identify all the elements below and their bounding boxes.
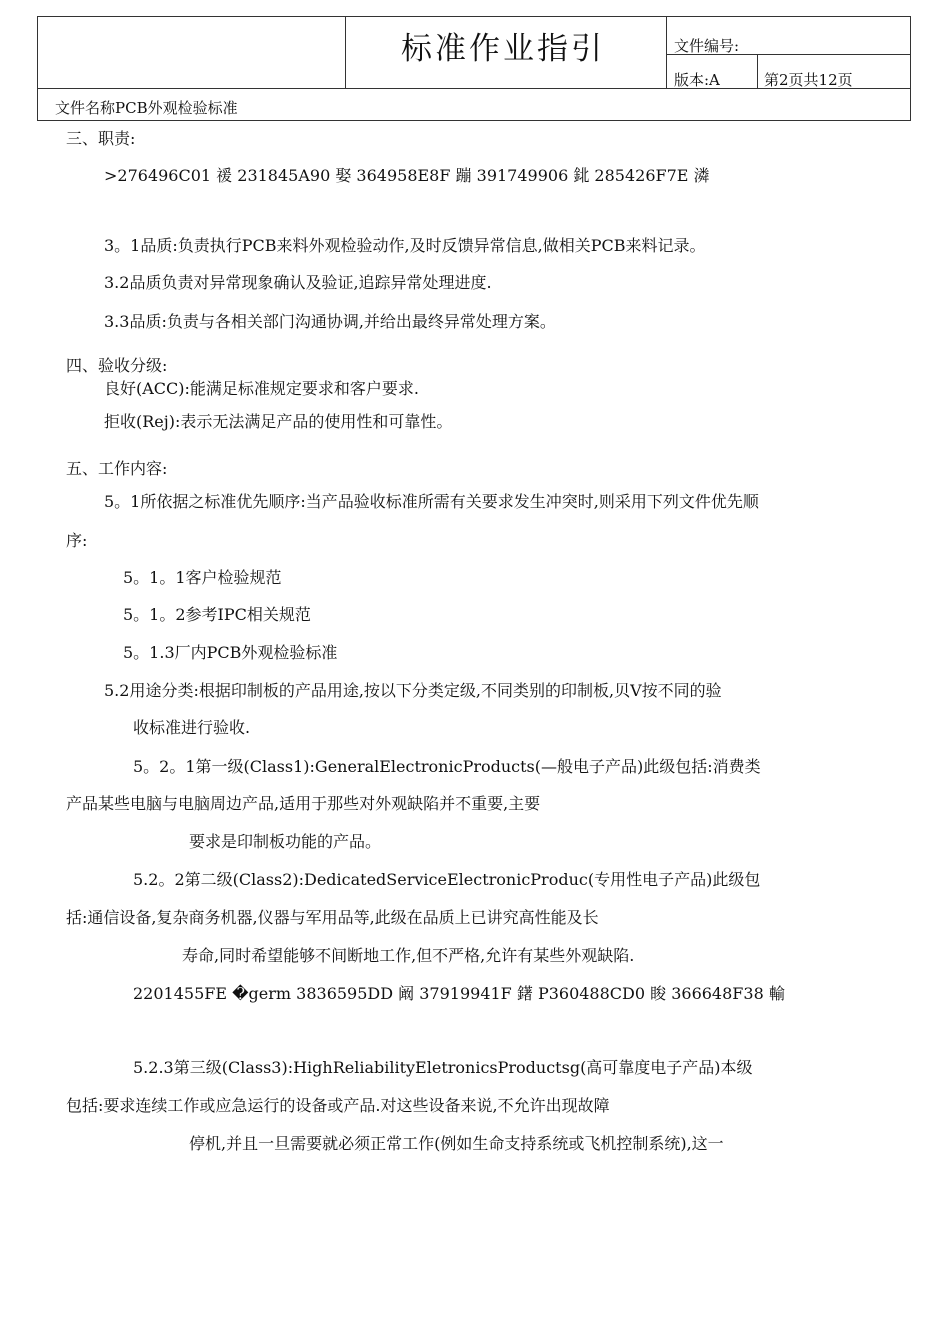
body-paragraph: 序: [66, 531, 88, 550]
list-item: 5。1.3厂内PCB外观检验标准 [123, 643, 338, 662]
header-divider [666, 17, 667, 88]
doc-title: 标准作业指引 [401, 31, 605, 67]
body-paragraph: 良好(ACC):能满足标准规定要求和客户要求. [104, 379, 420, 398]
header-divider [345, 17, 346, 88]
body-paragraph: 括:通信设备,复杂商务机器,仪器与军用品等,此级在品质上已讲究高性能及长 [66, 908, 599, 927]
body-paragraph: 停机,并且一旦需要就必须正常工作(例如生命支持系统或飞机控制系统),这一 [189, 1134, 724, 1153]
body-paragraph: 5.2。2第二级(Class2):DedicatedServiceElectronicProduc(专用性电子产品)此级包 [133, 870, 761, 889]
file-name: 文件名称PCB外观检验标准 [55, 99, 238, 117]
header-divider [757, 54, 758, 88]
section-heading: 三、职责: [66, 129, 136, 148]
doc-number-label: 文件编号: [674, 37, 740, 55]
body-paragraph: 包括:要求连续工作或应急运行的设备或产品.对这些设备来说,不允许出现故障 [66, 1096, 610, 1115]
list-item: 5。1。1客户检验规范 [123, 568, 282, 587]
body-paragraph: 5.2用途分类:根据印制板的产品用途,按以下分类定级,不同类别的印制板,贝V按不同的验 [104, 681, 722, 700]
body-paragraph: 3.2品质负责对异常现象确认及验证,追踪异常处理进度. [104, 273, 492, 292]
section-heading: 五、工作内容: [66, 459, 168, 478]
body-paragraph: 要求是印制板功能的产品。 [189, 832, 382, 851]
version-label: 版本:A [674, 71, 720, 89]
header-table [37, 16, 911, 121]
body-paragraph: 3。1品质:负责执行PCB来料外观检验动作,及时反馈异常信息,做相关PCB来料记录。 [104, 236, 706, 255]
body-paragraph: 收标准进行验收. [133, 718, 251, 737]
section-heading: 四、验收分级: [66, 356, 168, 375]
body-paragraph: 拒收(Rej):表示无法满足产品的使用性和可靠性。 [104, 412, 453, 431]
body-paragraph: 5。2。1第一级(Class1):GeneralElectronicProducts(—般电子产品)此级包括:消费类 [133, 757, 761, 776]
body-paragraph: 寿命,同时希望能够不间断地工作,但不严格,允许有某些外观缺陷. [182, 946, 635, 965]
body-paragraph: 3.3品质:负责与各相关部门沟通协调,并给出最终异常处理方案。 [104, 312, 556, 331]
body-paragraph: 5.2.3第三级(Class3):HighReliabilityEletronicsProductsg(高可靠度电子产品)本级 [133, 1058, 753, 1077]
body-paragraph: 产品某些电脑与电脑周边产品,适用于那些对外观缺陷并不重要,主要 [66, 794, 541, 813]
page-info: 第2页共12页 [764, 71, 853, 89]
body-paragraph: 5。1所依据之标准优先顺序:当产品验收标准所需有关要求发生冲突时,则采用下列文件优先顺 [104, 492, 759, 511]
code-line: 2201455FE �germ 3836595DD 阚 37919941F 鐯 P360488CD0 睃 366648F38 輸 [133, 984, 785, 1003]
code-line: >276496C01 禐 231845A90 娶 364958E8F 蹦 391749906 鉳 285426F7E 潾 [104, 166, 710, 185]
list-item: 5。1。2参考IPC相关规范 [123, 605, 311, 624]
